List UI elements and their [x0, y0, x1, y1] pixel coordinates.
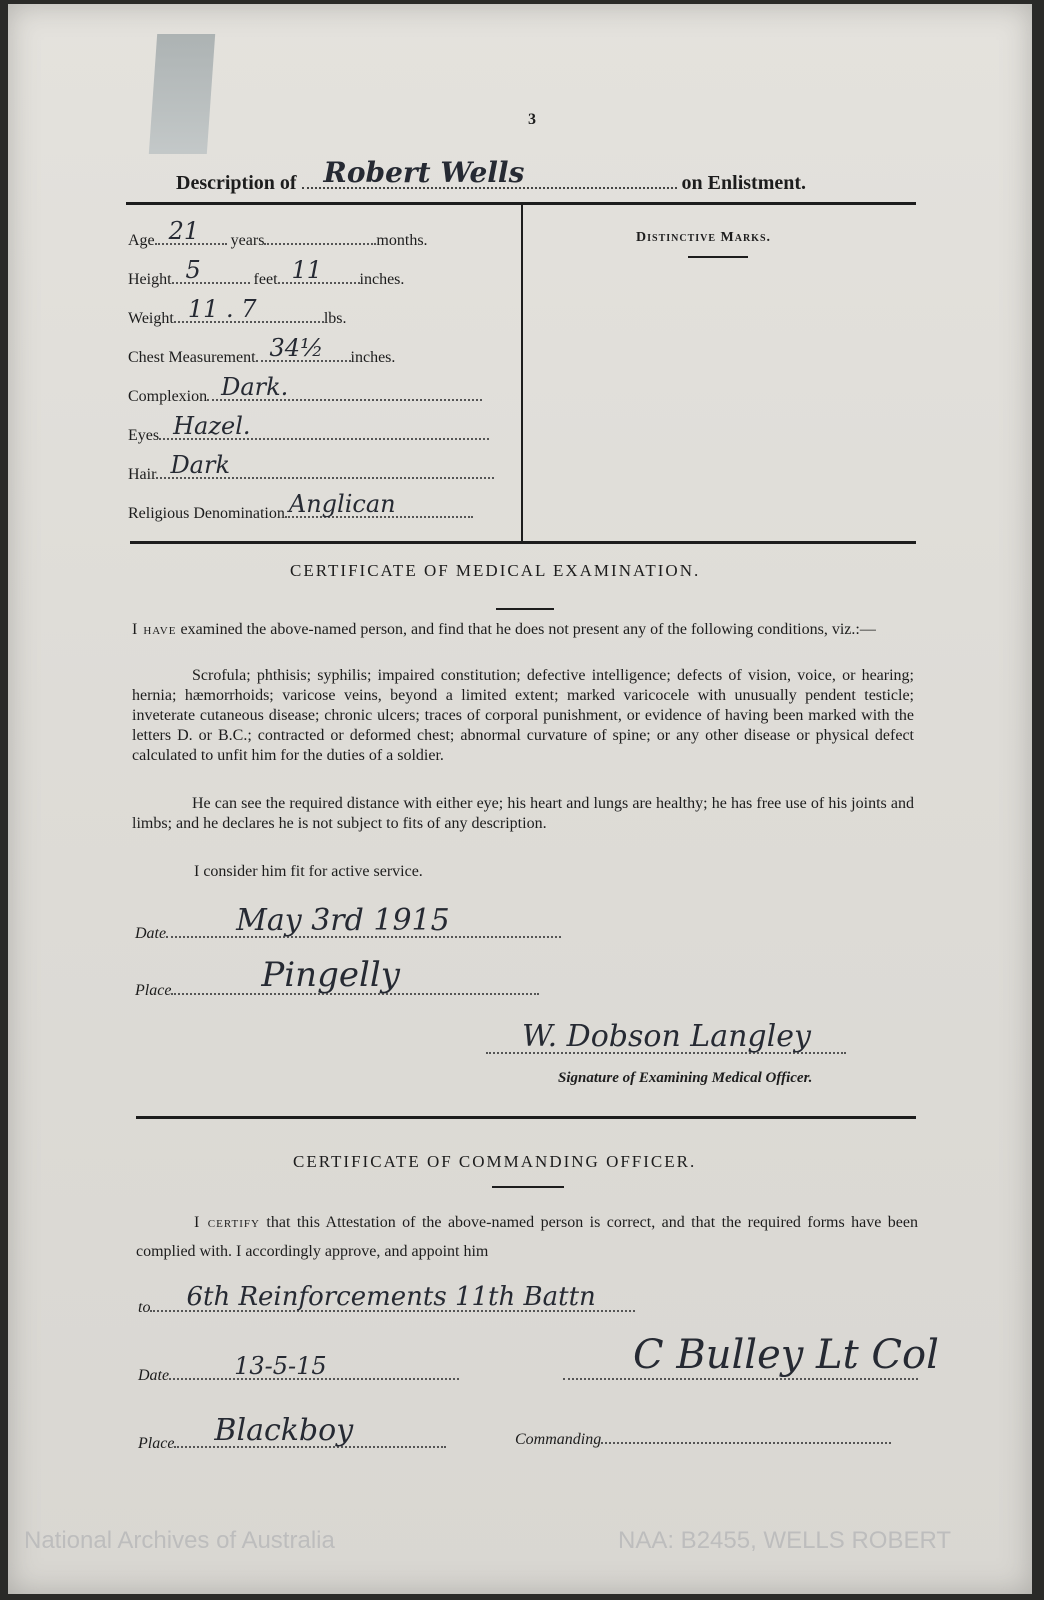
commanding-date-value: 13-5-15: [234, 1352, 327, 1380]
mid-rule: [130, 541, 916, 544]
medical-signature: W. Dobson Langley: [522, 1019, 811, 1054]
title-suffix: on Enlistment.: [681, 172, 807, 194]
height-feet-value: 5: [185, 256, 201, 284]
eyes-value: Hazel.: [173, 412, 251, 440]
height-inches-value: 11: [291, 256, 323, 284]
medical-signature-label: Signature of Examining Medical Officer.: [558, 1070, 813, 1086]
commanding-signature: C Bulley Lt Col: [633, 1332, 939, 1378]
distinctive-marks-heading: Distinctive Marks.: [636, 230, 772, 245]
commanding-underline: [492, 1186, 564, 1188]
age-row: Age 21 years months.: [128, 217, 428, 249]
medical-date-value: May 3rd 1915: [236, 903, 450, 938]
footer-reference: NAA: B2455, WELLS ROBERT: [618, 1527, 952, 1554]
box-divider: [521, 204, 523, 542]
commanding-date-row: Date 13-5-15: [138, 1364, 459, 1385]
weight-row: Weight 11 . 7 lbs.: [128, 295, 347, 327]
lower-rule: [136, 1116, 916, 1119]
commanding-label-row: Commanding: [515, 1428, 891, 1449]
complexion-value: Dark.: [221, 373, 289, 401]
title-prefix: Description of: [176, 172, 297, 194]
recruit-name: Robert Wells: [323, 156, 525, 189]
medical-place-value: Pingelly: [261, 955, 400, 995]
medical-fit: I consider him fit for active service.: [194, 863, 423, 880]
medical-intro: I have examined the above-named person, and find that he does not present any of the following conditions, viz.:—: [132, 621, 876, 638]
hair-row: Hair Dark: [128, 463, 494, 484]
commanding-signature-row: [563, 1332, 939, 1385]
medical-heading: CERTIFICATE OF MEDICAL EXAMINATION.: [290, 561, 701, 580]
page-number: 3: [528, 111, 536, 128]
marks-underline: [688, 256, 748, 258]
religion-row: Religious Denomination Anglican: [128, 502, 473, 523]
commanding-to-value: 6th Reinforcements 11th Battn: [186, 1282, 596, 1312]
commanding-certify: I certify that this Attestation of the above-named person is correct, and that the required forms have been complied with. I accordingly approve, and appoint him: [136, 1214, 918, 1260]
commanding-place-value: Blackboy: [214, 1413, 354, 1448]
description-title: [176, 156, 807, 195]
eyes-row: Eyes Hazel.: [128, 424, 489, 445]
religion-value: Anglican: [288, 490, 396, 518]
medical-eyesight: He can see the required distance with either eye; his heart and lungs are healthy; he has free use of his joints and limbs; and he declares he is not subject to fits of any description.: [132, 795, 914, 832]
medical-conditions: Scrofula; phthisis; syphilis; impaired constitution; defective intelligence; defects of vision, voice, or hearing; hernia; hæmorrhoids; varicose veins, beyond a limited extent; marked varicocele with unusually pendent testicle; inveterate cutaneous disease; chronic ulcers; traces of corporal punishment, or evidence of having been marked with the letters D. or B.C.; contracted or deformed chest; abnormal curvature of spine; or any other disease or physical defect calculated to unfit him for the duties of a soldier.: [132, 667, 914, 764]
hair-value: Dark: [170, 451, 231, 479]
age-value: 21: [168, 217, 200, 245]
commanding-to-row: to 6th Reinforcements 11th Battn: [138, 1296, 635, 1317]
medical-date-row: Date May 3rd 1915: [135, 922, 561, 943]
enlistment-page: [8, 4, 1032, 1594]
weight-value: 11 . 7: [187, 295, 257, 323]
height-row: Height 5 feet 11 inches.: [128, 256, 405, 288]
commanding-heading: CERTIFICATE OF COMMANDING OFFICER.: [293, 1152, 697, 1171]
commanding-place-row: Place Blackboy: [138, 1432, 446, 1453]
medical-place-row: Place Pingelly: [135, 979, 539, 1000]
complexion-row: Complexion Dark.: [128, 385, 482, 406]
chest-value: 34½: [269, 334, 324, 362]
medical-underline: [496, 608, 554, 610]
chest-row: Chest Measurement 34½ inches.: [128, 334, 396, 366]
paper-stain: [149, 34, 215, 154]
footer-archive: National Archives of Australia: [24, 1527, 335, 1554]
medical-signature-row: [486, 1019, 846, 1059]
